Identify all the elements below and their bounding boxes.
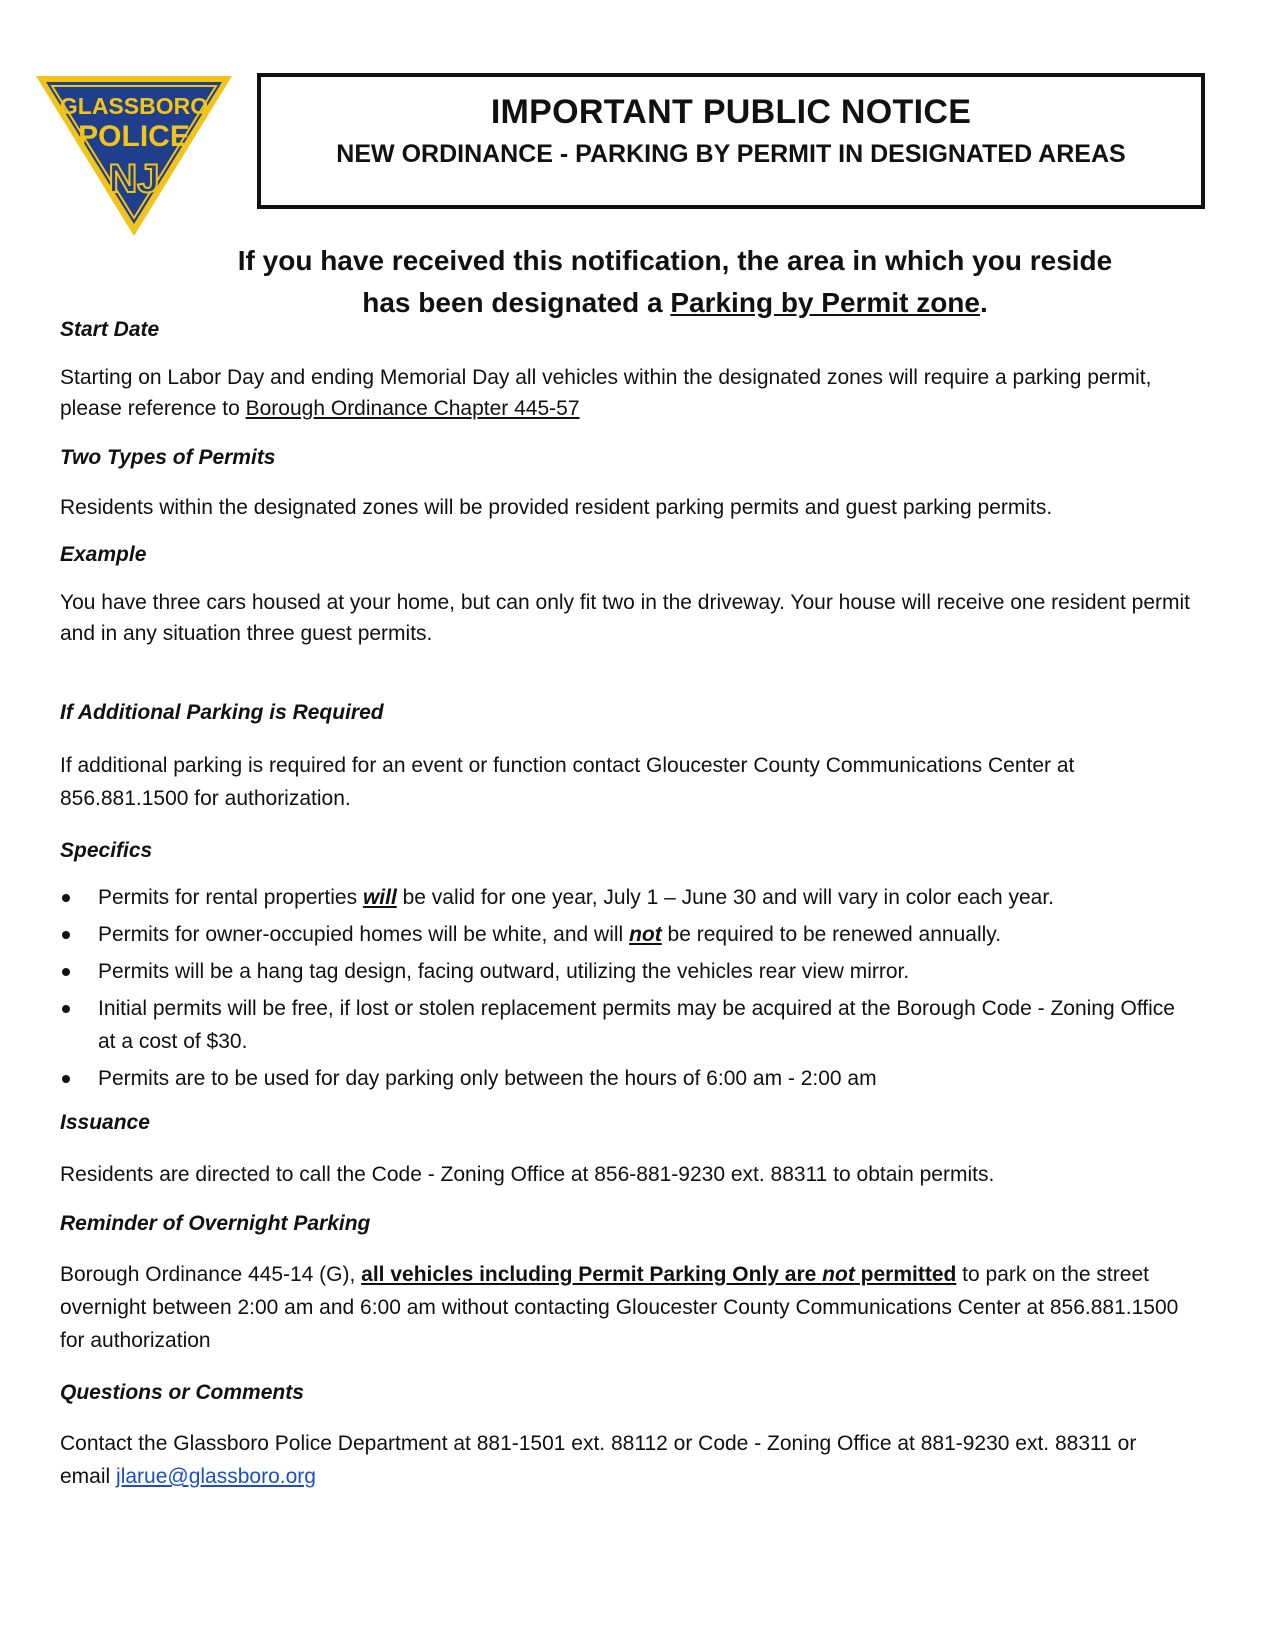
overnight-bold2: permitted bbox=[854, 1263, 957, 1286]
list-item bbox=[60, 955, 1190, 988]
bullet-icon bbox=[62, 894, 70, 902]
issuance-text: Residents are directed to call the Code - Zoning Office at 856-881-9230 ext. 88311 to obtain permits. bbox=[60, 1163, 995, 1186]
notice-subtitle: NEW ORDINANCE - PARKING BY PERMIT IN DESIGNATED AREAS bbox=[336, 140, 1126, 168]
notice-title-box bbox=[257, 73, 1205, 209]
specifics-b1-pre: Permits for rental properties bbox=[98, 886, 363, 909]
bullet-icon bbox=[62, 968, 70, 976]
start-date-body: Starting on Labor Day and ending Memorial Day all vehicles within the designated zones will require a parking permit, please reference to bbox=[60, 366, 1152, 420]
badge-state: NJ bbox=[108, 157, 160, 201]
section-heading-additional: If Additional Parking is Required bbox=[60, 701, 384, 724]
additional-text: If additional parking is required for an event or function contact Gloucester County Communications Center at 856.881.1500 for authorization. bbox=[60, 754, 1075, 810]
overnight-text bbox=[60, 1258, 1190, 1357]
specifics-b2-emphasis: not bbox=[629, 923, 662, 946]
questions-body: Contact the Glassboro Police Department at 881-1501 ext. 88112 or Code - Zoning Office at 881-9230 ext. 88311 or email bbox=[60, 1432, 1137, 1488]
start-date-text bbox=[60, 362, 1190, 424]
overnight-pre: Borough Ordinance 445-14 (G), bbox=[60, 1263, 362, 1286]
permit-zone-text: Parking by Permit zone bbox=[670, 287, 980, 318]
headline-line2-suffix: . bbox=[979, 287, 988, 318]
section-heading-questions: Questions or Comments bbox=[60, 1381, 304, 1404]
bullet-icon bbox=[62, 931, 70, 939]
headline-line2-prefix: has been designated a bbox=[362, 287, 671, 318]
glassboro-police-badge bbox=[34, 74, 234, 239]
headline bbox=[150, 240, 1200, 324]
ordinance-reference: Borough Ordinance Chapter 445-57 bbox=[245, 397, 580, 420]
section-heading-example: Example bbox=[60, 543, 147, 566]
police-shield-icon bbox=[34, 74, 234, 239]
list-item bbox=[60, 1062, 1190, 1095]
section-heading-issuance: Issuance bbox=[60, 1111, 150, 1134]
specifics-list bbox=[60, 881, 1190, 1095]
specifics-b2-post: be required to be renewed annually. bbox=[661, 923, 1002, 946]
specifics-b1-emphasis: will bbox=[362, 886, 397, 909]
specifics-b2-pre: Permits for owner-occupied homes will be white, and will bbox=[98, 923, 630, 946]
overnight-post: to park on the street overnight between 2:00 am and 6:00 am without contacting Gloucester County Communications Center at 856.881.1500 for authorization bbox=[60, 1263, 1179, 1352]
badge-line1: GLASSBORO bbox=[59, 93, 209, 119]
section-heading-start-date: Start Date bbox=[60, 318, 160, 341]
overnight-bold bbox=[361, 1263, 956, 1286]
bullet-icon bbox=[62, 1075, 70, 1083]
specifics-b5: Permits are to be used for day parking only between the hours of 6:00 am - 2:00 am bbox=[98, 1067, 877, 1090]
overnight-bold1: all vehicles including Permit Parking Only are bbox=[361, 1263, 823, 1286]
list-item bbox=[60, 881, 1190, 914]
section-heading-overnight: Reminder of Overnight Parking bbox=[60, 1212, 371, 1235]
email-link[interactable]: jlarue@glassboro.org bbox=[116, 1465, 316, 1488]
specifics-b4: Initial permits will be free, if lost or stolen replacement permits may be acquired at the Borough Code - Zoning Office at a cost of $30. bbox=[98, 997, 1175, 1053]
section-heading-specifics: Specifics bbox=[60, 839, 153, 862]
specifics-b3: Permits will be a hang tag design, facing outward, utilizing the vehicles rear view mirror. bbox=[98, 960, 910, 983]
notice-title: IMPORTANT PUBLIC NOTICE bbox=[490, 93, 972, 131]
headline-line1: If you have received this notification, the area in which you reside bbox=[237, 245, 1113, 276]
section-heading-two-types: Two Types of Permits bbox=[60, 446, 276, 469]
list-item bbox=[60, 992, 1190, 1058]
badge-line2: POLICE bbox=[78, 120, 190, 153]
questions-text bbox=[60, 1427, 1190, 1493]
bullet-icon bbox=[62, 1005, 70, 1013]
notice-body bbox=[60, 318, 1190, 1493]
example-text: You have three cars housed at your home, but can only fit two in the driveway. Your house will receive one resident permit and in any situation three guest permits. bbox=[60, 591, 1190, 645]
specifics-b1-post: be valid for one year, July 1 – June 30 and will vary in color each year. bbox=[396, 886, 1054, 909]
list-item bbox=[60, 918, 1190, 951]
two-types-text: Residents within the designated zones will be provided resident parking permits and guest parking permits. bbox=[60, 496, 1053, 519]
overnight-bold-emphasis: not bbox=[822, 1263, 855, 1286]
